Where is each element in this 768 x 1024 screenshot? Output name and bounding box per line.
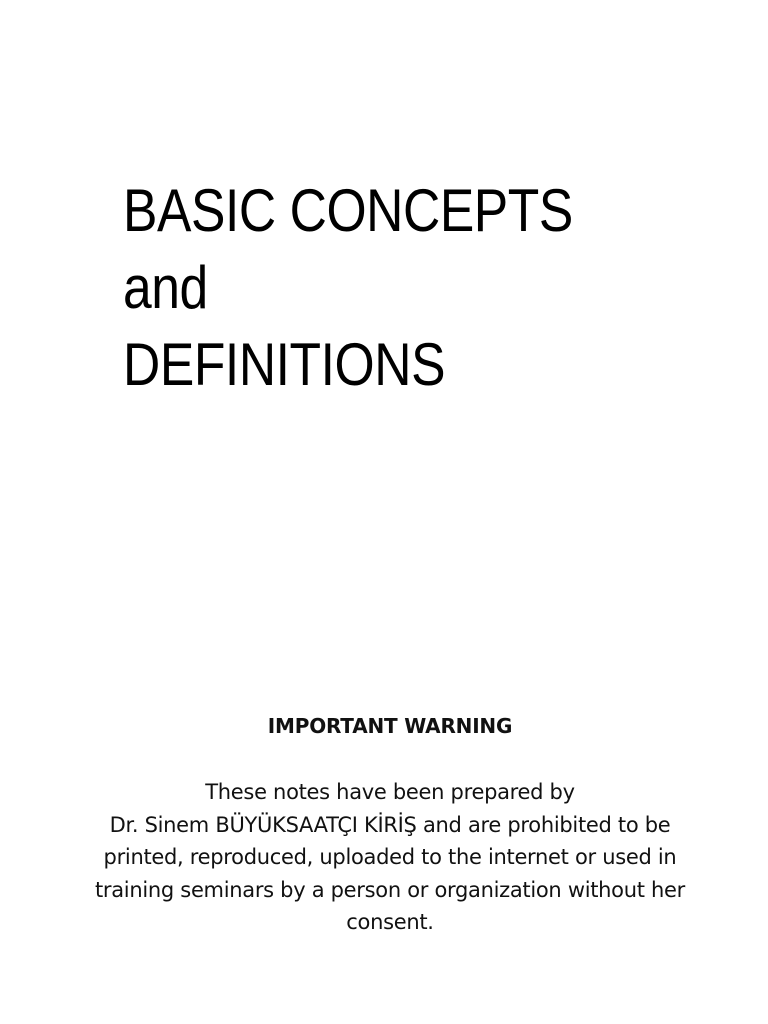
warning-line-3: printed, reproduced, uploaded to the internet or used in [103, 845, 677, 869]
warning-text [40, 776, 740, 939]
title-line-3: DEFINITIONS [123, 331, 446, 398]
warning-line-5: consent. [346, 910, 434, 934]
title-line-1: BASIC CONCEPTS [123, 177, 573, 244]
warning-line-4: training seminars by a person or organization without her [94, 877, 686, 902]
warning-heading: IMPORTANT WARNING [267, 714, 513, 738]
title-line-2: and [123, 254, 208, 321]
warning-line-1: These notes have been prepared by [205, 780, 575, 804]
warning-line-2: Dr. Sinem BÜYÜKSAATÇI KİRİŞ and are prohibited to be [109, 812, 671, 837]
warning-section [40, 710, 740, 939]
document-title [123, 172, 573, 403]
